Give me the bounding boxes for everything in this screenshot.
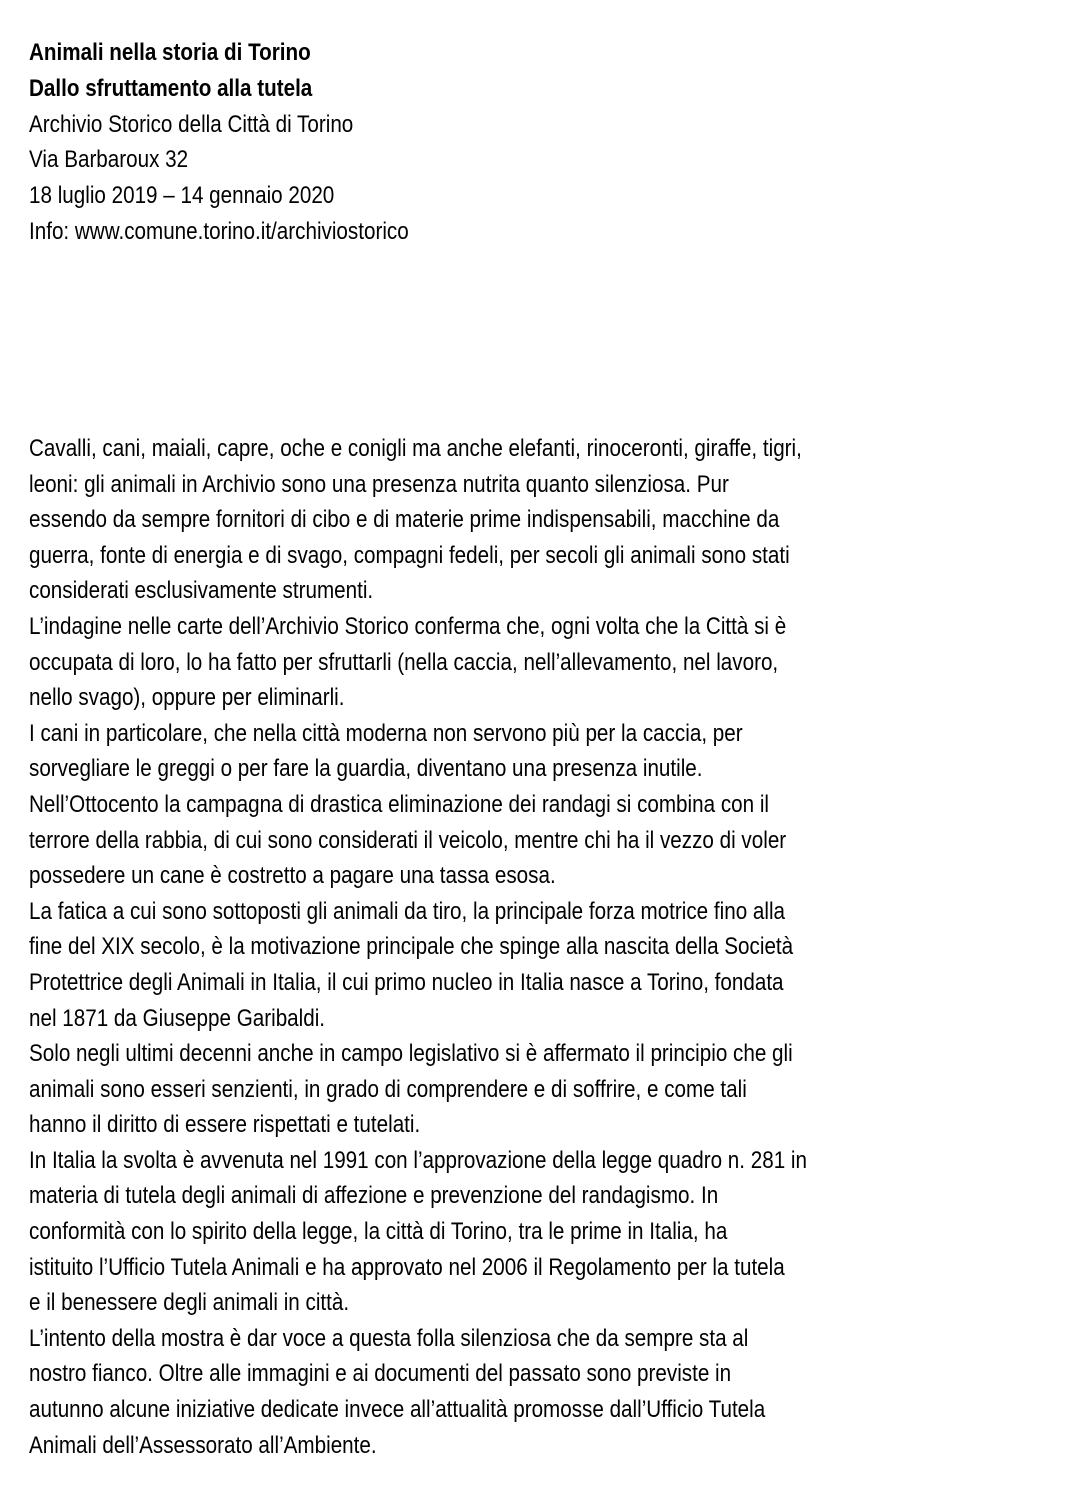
exhibition-header — [29, 35, 1049, 250]
paragraph-line: nel 1871 da Giuseppe Garibaldi. — [29, 1004, 326, 1032]
paragraph-line: considerati esclusivamente strumenti. — [29, 577, 374, 605]
paragraph — [29, 1321, 1049, 1463]
paragraph-line: L’intento della mostra è dar voce a questa folla silenziosa che da sempre sta al — [29, 1324, 749, 1352]
exhibition-address: Via Barbaroux 32 — [29, 146, 189, 174]
paragraph-line: Cavalli, cani, maiali, capre, oche e conigli ma anche elefanti, rinoceronti, giraffe, tigri, — [29, 435, 802, 462]
paragraph-line: fine del XIX secolo, è la motivazione principale che spinge alla nascita della Società — [29, 933, 794, 961]
exhibition-description — [29, 431, 1049, 1463]
paragraph-line: essendo da sempre fornitori di cibo e di materie prime indispensabili, macchine da — [29, 506, 780, 534]
paragraph — [29, 609, 1049, 716]
paragraph-line: terrore della rabbia, di cui sono considerati il veicolo, mentre chi ha il vezzo di voler — [29, 826, 787, 854]
paragraph-line: L’indagine nelle carte dell’Archivio Storico conferma che, ogni volta che la Città si è — [29, 612, 787, 640]
paragraph-line: conformità con lo spirito della legge, la città di Torino, tra le prime in Italia, ha — [29, 1218, 728, 1246]
paragraph — [29, 1036, 1049, 1143]
paragraph — [29, 787, 1049, 894]
paragraph-line: Protettrice degli Animali in Italia, il cui primo nucleo in Italia nasce a Torino, fondata — [29, 968, 784, 996]
paragraph — [29, 894, 1049, 1036]
paragraph-line: materia di tutela degli animali di affezione e prevenzione del randagismo. In — [29, 1182, 719, 1210]
exhibition-title: Animali nella storia di Torino — [29, 39, 311, 66]
paragraph — [29, 716, 1049, 787]
paragraph-line: Nell’Ottocento la campagna di drastica eliminazione dei randagi si combina con il — [29, 790, 770, 818]
paragraph-line: I cani in particolare, che nella città moderna non servono più per la caccia, per — [29, 719, 743, 747]
paragraph-line: sorvegliare le greggi o per fare la guardia, diventano una presenza inutile. — [29, 755, 703, 783]
paragraph-line: Solo negli ultimi decenni anche in campo legislativo si è affermato il principio che gli — [29, 1040, 793, 1068]
paragraph — [29, 431, 1049, 609]
paragraph-line: hanno il diritto di essere rispettati e tutelati. — [29, 1111, 421, 1139]
paragraph-line: occupata di loro, lo ha fatto per sfruttarli (nella caccia, nell’allevamento, nel lavoro, — [29, 648, 779, 676]
paragraph-line: Animali dell’Assessorato all’Ambiente. — [29, 1431, 377, 1459]
paragraph-line: animali sono esseri senzienti, in grado di comprendere e di soffrire, e come tali — [29, 1075, 747, 1103]
paragraph-line: La fatica a cui sono sottoposti gli animali da tiro, la principale forza motrice fino alla — [29, 897, 786, 925]
paragraph — [29, 1143, 1049, 1321]
paragraph-line: e il benessere degli animali in città. — [29, 1289, 350, 1317]
exhibition-subtitle: Dallo sfruttamento alla tutela — [29, 74, 313, 102]
paragraph-line: autunno alcune iniziative dedicate invece all’attualità promosse dall’Ufficio Tutela — [29, 1396, 766, 1424]
paragraph-line: nostro fianco. Oltre alle immagini e ai documenti del passato sono previste in — [29, 1360, 732, 1388]
paragraph-line: nello svago), oppure per eliminarli. — [29, 684, 345, 712]
exhibition-info-link: Info: www.comune.torino.it/archiviostorico — [29, 217, 409, 245]
paragraph-line: possedere un cane è costretto a pagare una tassa esosa. — [29, 862, 556, 890]
paragraph-line: In Italia la svolta è avvenuta nel 1991 con l’approvazione della legge quadro n. 281 in — [29, 1146, 807, 1174]
exhibition-venue: Archivio Storico della Città di Torino — [29, 110, 354, 138]
paragraph-line: guerra, fonte di energia e di svago, compagni fedeli, per secoli gli animali sono stati — [29, 541, 790, 569]
paragraph-line: leoni: gli animali in Archivio sono una presenza nutrita quanto silenziosa. Pur — [29, 470, 729, 498]
exhibition-dates: 18 luglio 2019 – 14 gennaio 2020 — [29, 182, 335, 210]
paragraph-line: istituito l’Ufficio Tutela Animali e ha approvato nel 2006 il Regolamento per la tutela — [29, 1253, 785, 1281]
